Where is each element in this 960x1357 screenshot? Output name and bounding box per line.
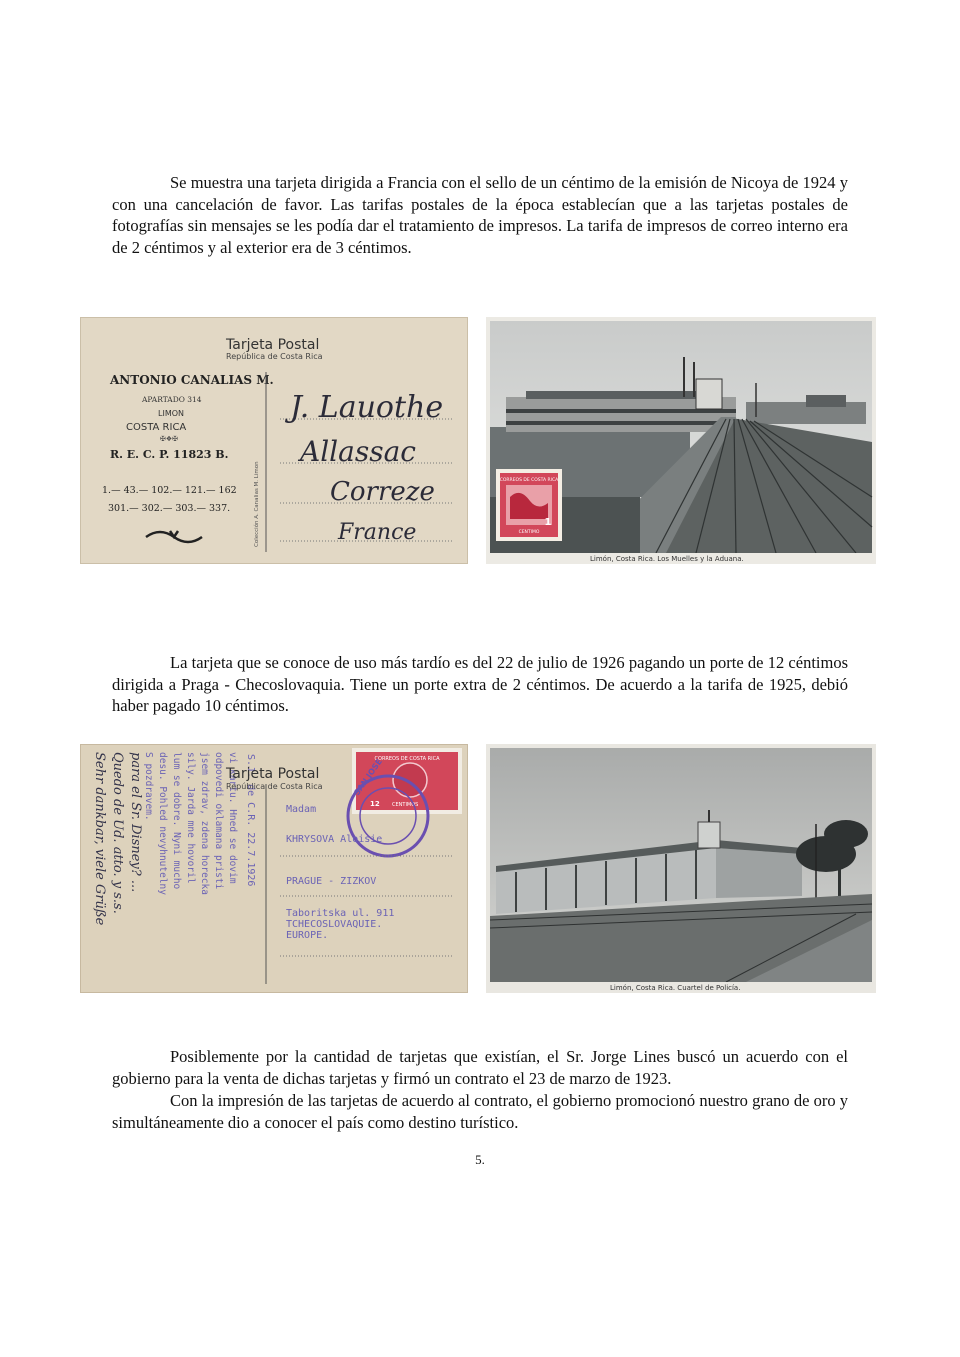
card1-imprint: Colección A. Canalias M. Limon	[254, 461, 260, 547]
page-number: 5.	[475, 1152, 485, 1167]
sender-box: APARTADO 314	[142, 395, 202, 404]
svg-text:CENTIMOS: CENTIMOS	[392, 802, 419, 808]
typed-line-6: EUROPE.	[286, 930, 329, 941]
typed-line-4: Taboritska ul. 911	[286, 908, 395, 919]
date-line: S.J. de C.R. 22.7.1926	[245, 754, 256, 887]
address-line-1: J. Lauothe	[290, 390, 444, 425]
address-line-3: Correze	[330, 477, 435, 507]
svg-text:✠❖✠: ✠❖✠	[160, 435, 179, 443]
address-line-4: France	[338, 520, 417, 545]
paragraph-tourism: Con la impresión de las tarjetas de acuerdo al contrato, el gobierno promocionó nuestro grano de oro y simultáneamente dio a conocer el país como destino turístico.	[112, 1091, 848, 1132]
svg-text:CENTIMO: CENTIMO	[518, 530, 540, 535]
svg-text:desu. Pohled nevyhnutelny: desu. Pohled nevyhnutelny	[157, 752, 168, 895]
card-numbers-1: 1.— 43.— 102.— 121.— 162	[102, 485, 237, 496]
svg-text:vi kartu. Hned se dovim: vi kartu. Hned se dovim	[227, 752, 238, 884]
paragraph-late-use: La tarjeta que se conoce de uso más tardío es del 22 de julio de 1926 pagando un porte de 12 céntimos dirigida a Praga - Checoslovaquia. Tiene un porte extra de 2 céntimos. De acuerdo a la tarifa de 1925, debió haber pagado 10 céntimos.	[112, 653, 848, 715]
svg-text:sily. Jarda mne hovoril: sily. Jarda mne hovoril	[185, 752, 196, 884]
sender-country: COSTA RICA	[126, 422, 187, 433]
photo1-caption: Limón, Costa Rica. Los Muelles y la Aduana.	[590, 555, 744, 563]
typed-line-3: PRAGUE - ZIZKOV	[286, 876, 377, 887]
registry-number: R. E. C. P. 11823 B.	[110, 448, 229, 461]
card2-subtitle: República de Costa Rica	[226, 782, 323, 791]
stamp-1-centimo	[496, 469, 562, 541]
typed-line-1: Madam	[286, 804, 317, 815]
svg-text:lum se dobre. Nyni mucho: lum se dobre. Nyni mucho	[171, 752, 182, 890]
card-numbers-2: 301.— 302.— 303.— 337.	[108, 503, 231, 514]
typed-line-2: KHRYSOVA Aloisie	[286, 834, 383, 845]
postcard-front-cuartel	[486, 744, 876, 993]
card1-subtitle: República de Costa Rica	[226, 352, 323, 361]
svg-text:odpovedi oklamana pristi: odpovedi oklamana pristi	[213, 752, 224, 890]
svg-text:jsem zdrav, zdena horecka: jsem zdrav, zdena horecka	[199, 752, 210, 895]
svg-text:CORREOS DE COSTA RICA: CORREOS DE COSTA RICA	[374, 756, 440, 762]
paragraph-lines-contract: Posiblemente por la cantidad de tarjetas que existían, el Sr. Jorge Lines buscó un acuerdo con el gobierno para la venta de dichas tarjetas y firmó un contrato el 23 de marzo de 1923.	[112, 1047, 848, 1088]
paragraph-intro: Se muestra una tarjeta dirigida a Francia con el sello de un céntimo de la emisión de Nicoya de 1924 y con una cancelación de favor. Las tarifas postales de la época establecían que a las tarjetas postales de fotografías sin mensajes se les podía dar el tratamiento de impresos. La tarifa de impresos de correo interno era de 2 céntimos y al exterior era de 3 céntimos.	[112, 173, 848, 257]
card1-title: Tarjeta Postal	[226, 337, 320, 353]
svg-text:Quedo de Ud. atto. y s.s.: Quedo de Ud. atto. y s.s.	[110, 752, 125, 914]
svg-text:12: 12	[370, 800, 380, 808]
postcard-back-prague	[80, 744, 468, 993]
postcard-back-france	[80, 317, 468, 564]
sender-city: LIMON	[158, 409, 184, 418]
address-line-2: Allassac	[300, 435, 416, 468]
photo2-caption: Limón, Costa Rica. Cuartel de Policía.	[610, 984, 741, 992]
svg-text:CORREOS DE COSTA RICA: CORREOS DE COSTA RICA	[499, 478, 559, 483]
svg-text:Sehr dankbar, viele Grüße: Sehr dankbar, viele Grüße	[92, 752, 107, 926]
svg-text:1: 1	[544, 517, 552, 528]
svg-text:SAN JOSE: SAN JOSE	[352, 757, 384, 798]
card2-title: Tarjeta Postal	[226, 766, 320, 782]
sender-name: ANTONIO CANALIAS M.	[110, 373, 274, 387]
svg-text:S pozdravem.: S pozdravem.	[143, 752, 154, 821]
svg-text:para el Sr. Disney? ...: para el Sr. Disney? ...	[128, 752, 143, 893]
postcard-front-muelles	[486, 317, 876, 564]
typed-line-5: TCHECOSLOVAQUIE.	[286, 919, 383, 930]
